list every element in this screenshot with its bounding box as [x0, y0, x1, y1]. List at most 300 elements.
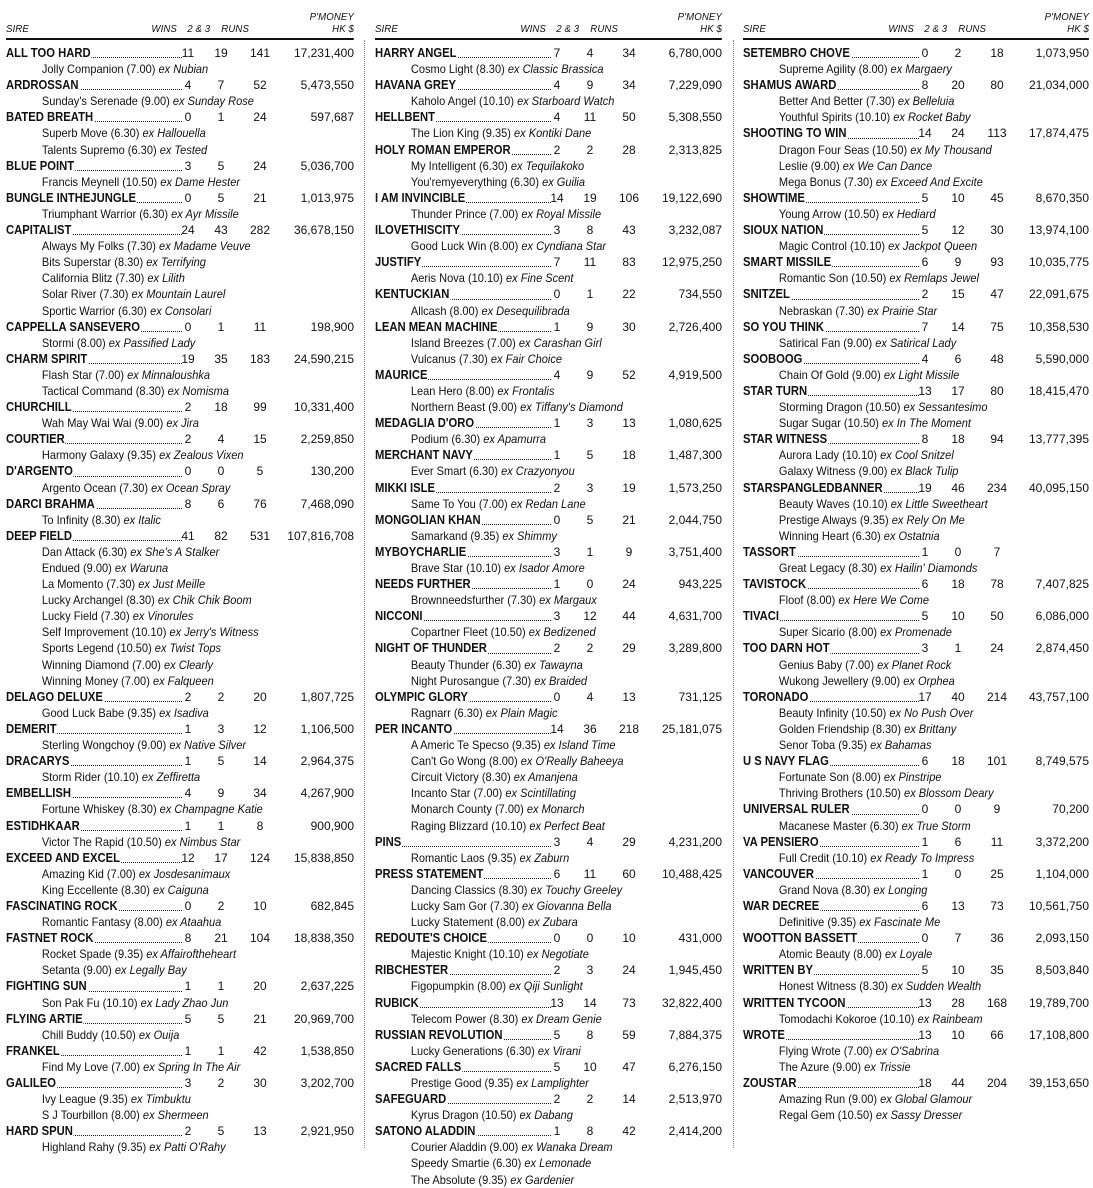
prize-money-value: 19,122,690: [661, 190, 722, 205]
wins-value: 11: [181, 46, 195, 60]
progeny-dam: ex Lilith: [147, 271, 185, 286]
sire-name-cell: [743, 640, 919, 656]
header-wins: WINS: [888, 23, 914, 35]
sire-name-cell: [743, 898, 919, 914]
sire-name: EMBELLISH: [6, 786, 72, 801]
progeny-name-rating: Courier Aladdin (9.00): [410, 1140, 522, 1155]
column-header: [743, 6, 1089, 40]
progeny-dam: ex Hediard: [882, 206, 936, 221]
progeny-line: [6, 834, 326, 850]
progeny-line: [375, 1172, 694, 1188]
progeny-line: [6, 592, 326, 608]
progeny-line: [6, 125, 326, 141]
sire-row: [6, 431, 354, 447]
wins-value: 4: [553, 367, 561, 382]
sire-name-cell: [743, 930, 919, 946]
sire-name-cell: [6, 721, 182, 737]
sire-name-cell: [6, 818, 182, 834]
progeny-line: [6, 914, 326, 930]
prize-money-value: 8,749,575: [1035, 754, 1089, 769]
progeny-line: [743, 1059, 1061, 1075]
sire-name-cell: [743, 689, 919, 705]
sire-name-cell: [375, 254, 551, 270]
runs-value: 9: [625, 544, 633, 559]
progeny-name-rating: Podium (6.30): [410, 432, 484, 447]
two-three-value: 46: [951, 480, 965, 495]
sire-name: EXCEED AND EXCEL: [6, 850, 120, 865]
sire-name: WOOTTON BASSETT: [743, 931, 858, 946]
progeny-dam: ex Madame Veuve: [159, 239, 251, 254]
sire-name-cell: [375, 480, 551, 496]
progeny-name-rating: Romantic Fantasy (8.00): [41, 915, 166, 930]
progeny-name-rating: Samarkand (9.35): [410, 528, 503, 543]
progeny-dam: ex Zubara: [528, 915, 578, 930]
progeny-name-rating: Winning Heart (6.30): [778, 528, 884, 543]
two-three-value: 20: [951, 78, 965, 93]
sire-name-cell: [375, 142, 551, 158]
progeny-name-rating: Magic Control (10.10): [778, 239, 889, 254]
progeny-line: [375, 753, 694, 769]
sire-name-cell: [375, 962, 551, 978]
sire-row: [743, 608, 1089, 624]
sire-row: [6, 463, 354, 479]
sire-name: RUBICK: [375, 995, 419, 1010]
progeny-name-rating: Fortunate Son (8.00): [778, 770, 884, 785]
two-three-value: 11: [583, 110, 597, 125]
sire-name: TORONADO: [743, 689, 809, 704]
progeny-name-rating: Lucky Statement (8.00): [410, 915, 529, 930]
sire-name: SHOOTING TO WIN: [743, 126, 847, 141]
progeny-line: [743, 303, 1061, 319]
sire-row: [375, 689, 722, 705]
progeny-name-rating: Beauty Thunder (6.30): [410, 657, 525, 672]
progeny-line: [743, 850, 1061, 866]
sire-name: SATONO ALADDIN: [375, 1124, 476, 1139]
prize-money-value: 5,473,550: [300, 78, 354, 93]
progeny-dam: ex Planet Rock: [877, 657, 952, 672]
runs-value: 45: [990, 190, 1004, 205]
progeny-dam: ex Fine Scent: [505, 271, 574, 286]
progeny-name-rating: Kaholo Angel (10.10): [410, 94, 518, 109]
progeny-dam: ex Vinorules: [132, 609, 194, 624]
sire-name-cell: [743, 962, 919, 978]
progeny-line: [375, 592, 694, 608]
wins-value: 8: [921, 432, 929, 447]
sire-name: U S NAVY FLAG: [743, 754, 829, 769]
progeny-name-rating: Endued (9.00): [41, 561, 115, 575]
two-three-value: 1: [586, 544, 594, 559]
sire-name-cell: [6, 1043, 182, 1059]
two-three-value: 36: [583, 721, 597, 736]
progeny-line: [743, 335, 1061, 351]
runs-value: 24: [622, 963, 636, 978]
progeny-line: [375, 174, 694, 190]
wins-value: 3: [553, 544, 561, 559]
sire-name: CAPITALIST: [6, 223, 72, 238]
two-three-value: 21: [214, 931, 228, 946]
progeny-dam: ex Margaux: [539, 593, 597, 608]
runs-value: 44: [622, 609, 636, 624]
wins-value: 4: [553, 78, 561, 93]
progeny-name-rating: The Absolute (9.35): [410, 1172, 511, 1187]
prize-money-value: 4,919,500: [668, 367, 722, 382]
wins-value: 4: [921, 351, 929, 366]
progeny-name-rating: Victor The Rapid (10.50): [41, 834, 165, 849]
progeny-line: [743, 1107, 1061, 1123]
progeny-name-rating: S J Tourbillon (8.00): [41, 1108, 143, 1123]
sire-row: [743, 753, 1089, 769]
progeny-name-rating: Sunday's Serenade (9.00): [41, 94, 173, 109]
progeny-line: [6, 705, 326, 721]
progeny-line: [375, 1107, 694, 1123]
progeny-line: [6, 801, 326, 817]
progeny-dam: ex Twist Tops: [154, 641, 222, 656]
two-three-value: 8: [586, 1124, 594, 1139]
progeny-name-rating: Francis Meynell (10.50): [41, 174, 161, 189]
sire-name-cell: [375, 109, 551, 125]
sire-row: [375, 254, 722, 270]
wins-value: 0: [553, 512, 561, 527]
wins-value: 0: [553, 689, 561, 704]
prize-money-value: 3,289,800: [668, 641, 722, 656]
progeny-name-rating: Definitive (9.35): [778, 915, 860, 930]
two-three-value: 19: [214, 46, 228, 60]
progeny-dam: ex Josdesanimaux: [138, 866, 231, 881]
progeny-dam: ex Nimbus Star: [164, 834, 241, 849]
sire-entries: [375, 45, 722, 1188]
progeny-name-rating: Sports Legend (10.50): [41, 641, 155, 656]
prize-money-value: 2,259,850: [300, 432, 354, 447]
progeny-dam: ex Affairoftheheart: [146, 947, 237, 962]
sire-name-cell: [6, 222, 182, 238]
sire-name-cell: [743, 801, 919, 817]
sire-row: [375, 576, 722, 592]
progeny-dam: ex Touchy Greeley: [530, 882, 623, 897]
prize-money-value: 682,845: [310, 898, 354, 913]
progeny-name-rating: Cosmo Light (8.30): [410, 62, 508, 77]
two-three-value: 10: [583, 1059, 597, 1074]
progeny-line: [743, 914, 1061, 930]
sire-name: FIGHTING SUN: [6, 979, 87, 994]
sire-row: [743, 801, 1089, 817]
runs-value: 13: [622, 689, 636, 704]
sire-name: KENTUCKIAN: [375, 287, 450, 302]
runs-value: 30: [253, 1076, 267, 1090]
progeny-name-rating: Harmony Galaxy (9.35): [41, 448, 160, 463]
sire-name-cell: [375, 866, 551, 882]
two-three-value: 9: [586, 78, 594, 93]
sire-row: [6, 319, 354, 335]
progeny-name-rating: Mega Bonus (7.30): [778, 174, 876, 189]
progeny-dam: ex Jerry's Witness: [169, 625, 259, 640]
sire-row: [743, 431, 1089, 447]
progeny-line: [375, 624, 694, 640]
progeny-line: [743, 1043, 1061, 1059]
prize-money-value: 19,789,700: [1028, 995, 1089, 1010]
progeny-dam: ex Rocket Baby: [893, 110, 971, 125]
progeny-line: [743, 496, 1061, 512]
wins-value: 2: [184, 1124, 192, 1139]
progeny-dam: ex Guilia: [542, 174, 586, 189]
wins-value: 24: [181, 223, 195, 238]
progeny-name-rating: Supreme Agility (8.00): [778, 62, 891, 77]
progeny-name-rating: Tomodachi Kokoroe (10.10): [778, 1011, 918, 1026]
progeny-name-rating: Aurora Lady (10.10): [778, 448, 881, 463]
progeny-dam: ex My Thousand: [910, 142, 992, 157]
sire-name-cell: [743, 544, 919, 560]
wins-value: 6: [553, 866, 561, 881]
prize-money-value: 731,125: [678, 689, 722, 704]
progeny-dam: ex Falqueen: [152, 673, 214, 688]
progeny-name-rating: Satirical Fan (9.00): [778, 335, 876, 350]
sire-name: PRESS STATEMENT: [375, 866, 484, 881]
sire-entries: [6, 45, 354, 1155]
two-three-value: 9: [586, 319, 594, 334]
runs-value: 18: [622, 448, 636, 463]
wins-value: 19: [181, 351, 195, 366]
progeny-dam: ex Sassy Dresser: [875, 1108, 963, 1123]
progeny-dam: ex Minnaloushka: [127, 367, 211, 382]
runs-value: 24: [253, 158, 267, 173]
two-three-value: 1: [217, 319, 225, 334]
wins-value: 0: [921, 931, 929, 946]
wins-value: 0: [921, 802, 929, 817]
sire-row: [6, 753, 354, 769]
progeny-line: [743, 769, 1061, 785]
sire-name: NEEDS FURTHER: [375, 577, 471, 592]
progeny-name-rating: Ever Smart (6.30): [410, 464, 502, 479]
prize-money-value: 10,358,530: [1028, 319, 1089, 334]
sire-row: [743, 689, 1089, 705]
progeny-line: [375, 431, 694, 447]
runs-value: 30: [622, 319, 636, 334]
progeny-line: [6, 206, 326, 222]
progeny-dam: ex Ready To Impress: [870, 850, 975, 865]
progeny-name-rating: Grand Nova (8.30): [778, 882, 874, 897]
progeny-line: [6, 962, 326, 978]
progeny-line: [6, 335, 326, 351]
wins-value: 17: [918, 689, 932, 704]
progeny-dam: ex Redan Lane: [510, 496, 586, 511]
prize-money-value: 10,561,750: [1028, 898, 1089, 913]
progeny-dam: ex Desequilibrada: [481, 303, 570, 318]
progeny-line: [375, 383, 694, 399]
sire-name: FASCINATING ROCK: [6, 898, 118, 913]
runs-value: 14: [253, 754, 267, 769]
wins-value: 1: [184, 721, 192, 736]
progeny-line: [743, 93, 1061, 109]
runs-value: 48: [990, 351, 1004, 366]
progeny-dam: ex Nubian: [158, 62, 209, 77]
sire-name: I AM INVINCIBLE: [375, 190, 466, 205]
prize-money-value: 12,975,250: [661, 255, 722, 270]
runs-value: 21: [253, 190, 267, 205]
progeny-line: [6, 624, 326, 640]
prize-money-value: 15,838,850: [293, 850, 354, 865]
wins-value: 0: [184, 464, 192, 479]
prize-money-value: 36,678,150: [293, 223, 354, 238]
prize-money-value: 3,751,400: [668, 544, 722, 559]
two-three-value: 10: [951, 190, 965, 205]
progeny-line: [375, 818, 694, 834]
sire-row: [375, 721, 722, 737]
progeny-name-rating: Lucky Sam Gor (7.30): [410, 898, 522, 913]
sire-name-cell: [743, 480, 919, 496]
progeny-name-rating: Lucky Generations (6.30): [410, 1043, 538, 1058]
sire-name: UNIVERSAL RULER: [743, 802, 850, 817]
progeny-dam: ex Black Tulip: [890, 464, 959, 479]
sire-row: [375, 1123, 722, 1139]
prize-money-value: 20,969,700: [293, 1011, 354, 1026]
sire-name: SACRED FALLS: [375, 1059, 462, 1074]
sire-name: SAFEGUARD: [375, 1092, 447, 1107]
sire-name-cell: [743, 319, 919, 335]
sire-row: [375, 222, 722, 238]
progeny-name-rating: Sugar Sugar (10.50): [778, 416, 882, 431]
progeny-name-rating: Amazing Kid (7.00): [41, 866, 139, 881]
progeny-dam: ex Wanaka Dream: [521, 1140, 613, 1155]
runs-value: 73: [622, 995, 636, 1010]
progeny-name-rating: Genius Baby (7.00): [778, 657, 878, 672]
runs-value: 20: [253, 689, 267, 704]
progeny-line: [6, 1027, 326, 1043]
header-prize-money: P'MONEY HK $: [309, 11, 355, 35]
header-runs: RUNS: [590, 23, 619, 35]
progeny-dam: ex Loyale: [885, 947, 933, 962]
sire-name-cell: [6, 431, 182, 447]
progeny-dam: ex Perfect Beat: [529, 818, 605, 833]
sire-name-cell: [6, 850, 182, 866]
progeny-name-rating: Rocket Spade (9.35): [41, 947, 147, 962]
sire-name: HARD SPUN: [6, 1124, 73, 1139]
sire-name: ARDROSSAN: [6, 78, 79, 93]
sire-name: HARRY ANGEL: [375, 46, 457, 60]
sire-row: [743, 351, 1089, 367]
progeny-dam: ex Dabang: [519, 1108, 573, 1123]
prize-money-value: 43,757,100: [1028, 689, 1089, 704]
two-three-value: 3: [586, 480, 594, 495]
sire-row: [743, 45, 1089, 61]
progeny-dam: ex Cool Snitzel: [880, 448, 954, 463]
progeny-dam: ex Patti O'Rahy: [149, 1140, 226, 1155]
progeny-name-rating: Amazing Run (9.00): [778, 1092, 881, 1107]
progeny-line: [743, 270, 1061, 286]
sire-name: SOOBOOG: [743, 351, 803, 366]
sire-column-2: [375, 6, 723, 1187]
wins-value: 3: [184, 1076, 192, 1090]
sire-name-cell: [6, 399, 182, 415]
two-three-value: 4: [586, 46, 594, 60]
two-three-value: 2: [954, 46, 962, 60]
two-three-value: 2: [586, 641, 594, 656]
progeny-name-rating: Figopumpkin (8.00): [410, 979, 510, 994]
wins-value: 1: [553, 448, 561, 463]
progeny-dam: ex Tequilakoko: [510, 158, 585, 173]
sire-name-cell: [6, 753, 182, 769]
progeny-name-rating: The Lion King (9.35): [410, 126, 514, 141]
prize-money-value: 7,884,375: [668, 1027, 722, 1042]
progeny-line: [375, 769, 694, 785]
progeny-line: [743, 560, 1061, 576]
wins-value: 1: [553, 1124, 561, 1139]
prize-money-value: 39,153,650: [1028, 1076, 1089, 1090]
runs-value: 282: [249, 223, 271, 238]
two-three-value: 0: [954, 544, 962, 559]
wins-value: 2: [184, 432, 192, 447]
progeny-line: [743, 463, 1061, 479]
two-three-value: 0: [586, 577, 594, 592]
two-three-value: 5: [217, 190, 225, 205]
header-prize-money: P'MONEY HK $: [677, 11, 723, 35]
sire-row: [375, 109, 722, 125]
runs-value: 10: [253, 898, 267, 913]
sire-name: DARCI BRAHMA: [6, 496, 95, 511]
wins-value: 0: [553, 931, 561, 946]
progeny-name-rating: Thunder Prince (7.00): [410, 206, 522, 221]
runs-value: 21: [253, 1011, 267, 1026]
wins-value: 3: [921, 641, 929, 656]
sire-row: [6, 850, 354, 866]
sire-name-cell: [375, 544, 551, 560]
progeny-dam: ex Plain Magic: [485, 705, 558, 720]
sire-row: [375, 286, 722, 302]
prize-money-value: 17,874,475: [1028, 126, 1089, 141]
two-three-value: 4: [586, 689, 594, 704]
progeny-dam: ex Just Meille: [138, 577, 206, 592]
progeny-dam: ex Monarch: [526, 802, 585, 817]
progeny-name-rating: Winning Money (7.00): [41, 673, 153, 688]
sire-name-cell: [375, 190, 551, 206]
progeny-name-rating: Regal Gem (10.50): [778, 1108, 876, 1123]
sire-name: RUSSIAN REVOLUTION: [375, 1027, 503, 1042]
progeny-line: [6, 447, 326, 463]
two-three-value: 17: [951, 383, 965, 398]
progeny-name-rating: My Intelligent (6.30): [410, 158, 511, 173]
progeny-dam: ex Ayr Missile: [171, 206, 239, 221]
wins-value: 1: [921, 544, 929, 559]
progeny-name-rating: Bits Superstar (8.30): [41, 255, 147, 270]
progeny-line: [6, 286, 326, 302]
progeny-name-rating: Storming Dragon (10.50): [778, 400, 904, 415]
progeny-dam: ex Ataahua: [165, 915, 222, 930]
sire-row: [743, 834, 1089, 850]
sire-name: GALILEO: [6, 1076, 57, 1090]
wins-value: 13: [918, 383, 932, 398]
prize-money-value: 1,573,250: [668, 480, 722, 495]
sire-row: [6, 689, 354, 705]
progeny-name-rating: Vulcanus (7.30): [410, 351, 491, 366]
sire-name: TIVACI: [743, 609, 780, 624]
progeny-line: [743, 447, 1061, 463]
sire-name-cell: [743, 1075, 919, 1091]
progeny-line: [743, 673, 1061, 689]
progeny-line: [743, 657, 1061, 673]
runs-value: 531: [249, 528, 271, 543]
wins-value: 8: [921, 78, 929, 93]
progeny-line: [6, 93, 326, 109]
progeny-name-rating: Dragon Four Seas (10.50): [778, 142, 911, 157]
wins-value: 5: [553, 1059, 561, 1074]
runs-value: 9: [993, 802, 1001, 817]
progeny-line: [375, 351, 694, 367]
sire-row: [743, 222, 1089, 238]
two-three-value: 3: [586, 963, 594, 978]
progeny-name-rating: Floof (8.00): [778, 593, 839, 608]
sire-name: HAVANA GREY: [375, 78, 457, 93]
two-three-value: 35: [214, 351, 228, 366]
progeny-name-rating: Solar River (7.30): [41, 287, 132, 302]
sire-name: FLYING ARTIE: [6, 1011, 83, 1026]
